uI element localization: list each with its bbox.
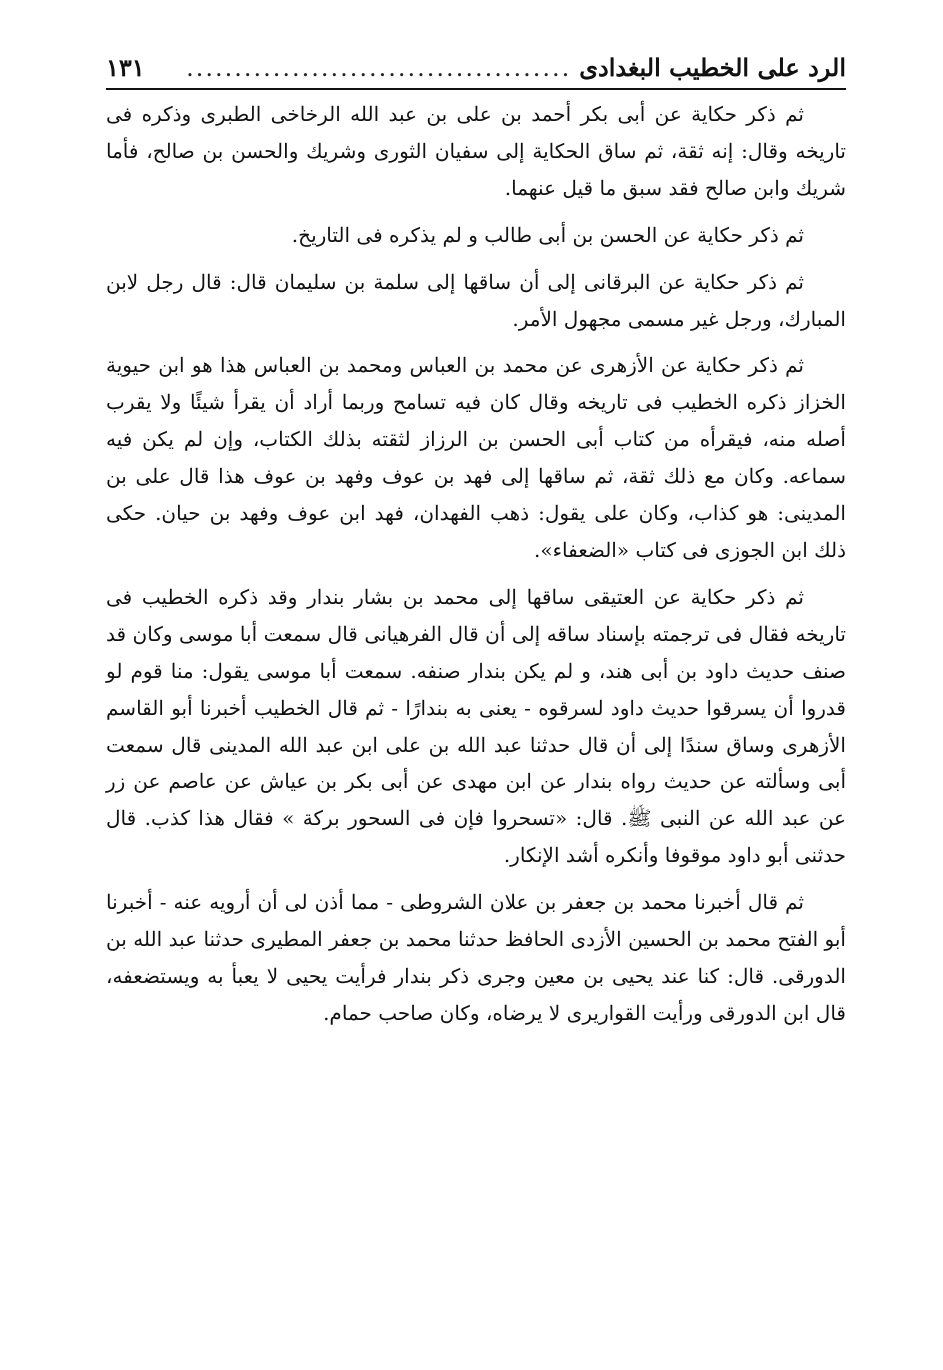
page-number: ١٣١: [106, 53, 145, 82]
paragraph-3: ثم ذكر حكاية عن البرقانى إلى أن ساقها إلى سلمة بن سليمان قال: قال رجل لابن المبارك، ورجل غير مسمى مجهول الأمر.: [106, 269, 846, 331]
paragraph-5: ثم ذكر حكاية عن العتيقى ساقها إلى محمد بن بشار بندار وقد ذكره الخطيب فى تاريخه فقال فى ترجمته بإسناد ساقه إلى أن قال الفرهيانى قال سمعت أبا موسى وكان قد صنف حديث داود بن أبى هند، و لم يكن بندار صنفه. سمعت أبا موسى يقول: منا قوم لو قدروا أن يسرقوا حديث داود لسرقوه - يعنى به بندارًا - ثم قال الخطيب أخبرنا أبو القاسم الأزهرى وساق سندًا إلى أن قال حدثنا عبد الله بن على ابن عبد الله المدينى قال سمعت أبى وسألته عن حديث رواه بندار عن ابن مهدى عن أبى بكر بن عياش عن عاصم عن زر عن عبد الله عن النبى ﷺ. قال: «تسحروا فإن فى السحور بركة » فقال هذا كذب. قال حدثنى أبو داود موقوفا وأنكره أشد الإنكار.: [106, 584, 846, 868]
paragraph-4: ثم ذكر حكاية عن الأزهرى عن محمد بن العباس ومحمد بن العباس هذا هو ابن حيوية الخزاز ذكره الخطيب فى تاريخه وقال كان فيه تسامح وربما أراد أن يقرأ شيئًا ولا يقرب أصله منه، فيقرأه من كتاب أبى الحسن بن الرزاز لثقته بذلك الكتاب، وإن لم يكن فيه سماعه. وكان مع ذلك ثقة، ثم ساقها إلى فهد بن عوف وفهد بن عوف هذا قال على بن المدينى: هو كذاب، وكان على يقول: ذهب الفهدان، فهد ابن عوف وفهد بن حيان. حكى ذلك ابن الجوزى فى كتاب «الضعفاء».: [106, 353, 846, 562]
running-title: الرد على الخطيب البغدادى: [579, 53, 846, 82]
book-page: [106, 50, 846, 1042]
header-dot-leader: ........................................: [186, 54, 572, 82]
running-header: [106, 50, 846, 90]
paragraph-6: ثم قال أخبرنا محمد بن جعفر بن علان الشروطى - مما أذن لى أن أرويه عنه - أخبرنا أبو الفتح محمد بن الحسين الأزدى الحافظ حدثنا محمد بن جعفر المطيرى حدثنا عبد الله بن الدورقى. قال: كنا عند يحيى بن معين وجرى ذكر بندار فرأيت يحيى لا يعبأ به ويستضعفه، قال ابن الدورقى ورأيت القواريرى لا يرضاه، وكان صاحب حمام.: [106, 890, 846, 1025]
page-body: [106, 96, 846, 1032]
paragraph-1: ثم ذكر حكاية عن أبى بكر أحمد بن على بن عبد الله الرخاخى الطبرى وذكره فى تاريخه وقال: إنه ثقة، ثم ساق الحكاية إلى سفيان الثورى وشريك والحسن بن صالح، فأما شريك وابن صالح فقد سبق ما قيل عنهما.: [106, 102, 846, 200]
paragraph-2: ثم ذكر حكاية عن الحسن بن أبى طالب و لم يذكره فى التاريخ.: [291, 222, 804, 247]
